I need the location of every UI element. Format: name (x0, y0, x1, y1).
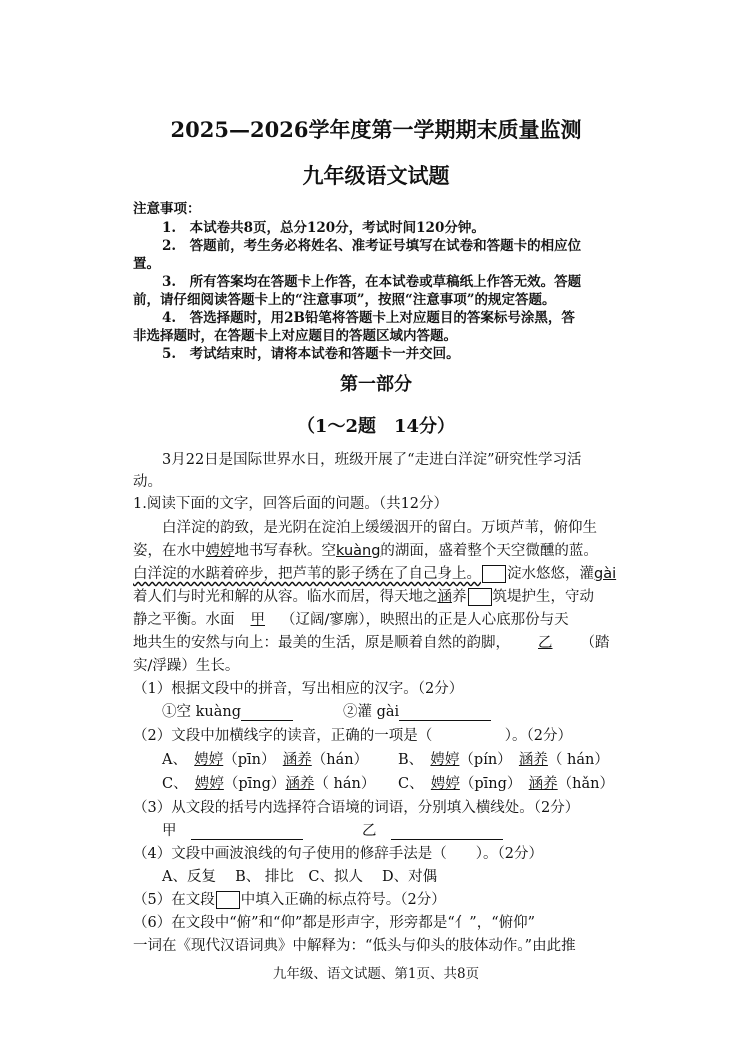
option-pinyin: （pīng） (459, 776, 515, 792)
question-text: （5）在文段 (133, 892, 215, 908)
passage-text: （踏 (580, 635, 610, 651)
passage-text: （辽阔/寥廓），映照出的正是人心底那份与天 (281, 612, 569, 628)
option-pinyin: （ hán） (314, 776, 376, 792)
passage-text: 筑堤护生，守动 (492, 589, 594, 605)
passage-text: 地书写春秋。空 (234, 543, 336, 559)
notice-item: 3. 所有答案均在答题卡上作答，在本试卷或草稿纸上作答无效。答题 (162, 274, 582, 290)
passage-line (133, 585, 594, 606)
option-word: 涵养 (282, 752, 312, 768)
intro-line: 动。 (133, 474, 162, 490)
answer-line (162, 700, 293, 721)
option-a[interactable] (162, 748, 368, 769)
answer-blank[interactable] (399, 704, 491, 721)
passage-line (133, 631, 610, 652)
answer-line (362, 819, 503, 840)
sub-question-6: （6）在文段中“俯”和“仰”都是形声字，形旁都是“亻”，“俯仰” (133, 915, 536, 931)
punctuation-box (468, 588, 492, 606)
option-letter: C、 (162, 776, 181, 792)
option-pinyin: （pín） (459, 752, 505, 768)
passage-line: 白洋淀的韵致，是光阴在淀泊上缓缓洇开的留白。万顷芦苇，俯仰生 (162, 520, 597, 536)
passage-line (133, 562, 616, 583)
option-word: 涵养 (518, 752, 548, 768)
passage-text: 姿，在水中 (133, 543, 206, 559)
underlined-word: 涵 (437, 589, 452, 605)
blank-jia: 甲 (250, 612, 265, 628)
notice-item: 2. 答题前，考生务必将姓名、准考证号填写在试卷和答题卡的相应位 (162, 238, 582, 254)
option-letter: C、 (398, 776, 417, 792)
notice-item: 前，请仔细阅读答题卡上的“注意事项”，按照“注意事项”的规定答题。 (133, 292, 556, 308)
blank-yi: 乙 (538, 635, 553, 651)
pinyin-text: kuàng (336, 543, 381, 559)
passage-text: 着人们与时光和解的从容。临水而居，得天地之 (133, 589, 438, 605)
part-range: （1～2题 14分） (296, 416, 456, 437)
sub-question-5 (133, 888, 446, 909)
option-pinyin: （hǎn） (557, 776, 614, 792)
punctuation-box (216, 891, 240, 909)
option-word: 娉婷 (194, 776, 224, 792)
pinyin-text: gài (594, 566, 617, 582)
passage-line (133, 539, 598, 560)
notice-item: 5. 考试结束时，请将本试卷和答题卡一并交回。 (162, 346, 460, 362)
intro-line: 3月22日是国际世界水日，班级开展了“走进白洋淀”研究性学习活 (162, 452, 582, 468)
sub-question-1: （1）根据文段中的拼音，写出相应的汉字。（2分） (133, 681, 464, 697)
answer-label: 甲 (162, 823, 177, 839)
wavy-sentence: 白洋淀的水踮着碎步，把芦苇的影子绣在了自己身上。 (133, 566, 481, 582)
page-footer: 九年级、语文试题、第1页、共8页 (272, 966, 480, 982)
answer-line (162, 819, 303, 840)
notice-item: 1. 本试卷共8页，总分120分，考试时间120分钟。 (162, 220, 485, 236)
option-letter: A、 (162, 752, 180, 768)
option-word: 涵养 (528, 776, 558, 792)
option-d[interactable] (398, 772, 614, 793)
passage-line: 实/浮躁）生长。 (133, 658, 240, 674)
option-letter: B、 (398, 752, 416, 768)
option-b[interactable] (398, 748, 609, 769)
sub-question-3: （3）从文段的括号内选择符合语境的词语，分别填入横线处。（2分） (133, 800, 580, 816)
option-pinyin: （pīng） (223, 776, 286, 792)
answer-label: 乙 (362, 823, 377, 839)
option-pinyin: （ hán） (547, 752, 609, 768)
answer-blank[interactable] (391, 823, 503, 840)
option-pinyin: （hán） (311, 752, 369, 768)
passage-line (133, 608, 569, 629)
sub-question-2: （2）文段中加横线字的读音，正确的一项是（ ）。（2分） (133, 728, 572, 744)
exam-subtitle: 九年级语文试题 (302, 163, 450, 188)
sub-question-6-cont: 一词在《现代汉语词典》中解释为：“低头与仰头的肢体动作。”由此推 (133, 938, 576, 954)
option-pinyin: （pīn） (223, 752, 269, 768)
part-title: 第一部分 (340, 374, 412, 395)
answer-line (343, 700, 491, 721)
passage-text: 养 (452, 589, 467, 605)
passage-text: 的湖面，盛着整个天空微醺的蓝。 (380, 543, 598, 559)
passage-text: 淀水悠悠，灌 (507, 566, 594, 582)
answer-blank[interactable] (191, 823, 303, 840)
option-word: 娉婷 (194, 752, 224, 768)
answer-blank[interactable] (241, 704, 293, 721)
notice-item: 置。 (133, 256, 160, 272)
notice-heading: 注意事项： (133, 201, 201, 217)
passage-text: 地共生的安然与向上：最美的生活，原是顺着自然的韵脚， (133, 635, 510, 651)
underlined-word: 娉婷 (205, 543, 235, 559)
question-text: 中填入正确的标点符号。（2分） (240, 892, 446, 908)
answer-label: ①空 kuàng (162, 704, 241, 720)
sub-question-4: （4）文段中画波浪线的句子使用的修辞手法是（ ）。（2分） (133, 846, 543, 862)
q4-options[interactable]: A、反复 B、 排比 C、拟人 D、对偶 (162, 869, 438, 885)
answer-label: ②灌 gài (343, 704, 400, 720)
option-word: 娉婷 (430, 752, 460, 768)
passage-text: 静之平衡。水面 (133, 612, 235, 628)
notice-item: 4. 答选择题时，用2B铅笔将答题卡上对应题目的答案标号涂黑，答 (162, 310, 575, 326)
option-word: 涵养 (285, 776, 315, 792)
exam-title: 2025—2026学年度第一学期期末质量监测 (170, 117, 582, 142)
question-1-heading: 1.阅读下面的文字，回答后面的问题。（共12分） (133, 496, 449, 512)
notice-item: 非选择题时，在答题卡上对应题目的答题区域内答题。 (133, 328, 457, 344)
option-c[interactable] (162, 772, 375, 793)
option-word: 娉婷 (430, 776, 460, 792)
punctuation-box (482, 565, 506, 583)
